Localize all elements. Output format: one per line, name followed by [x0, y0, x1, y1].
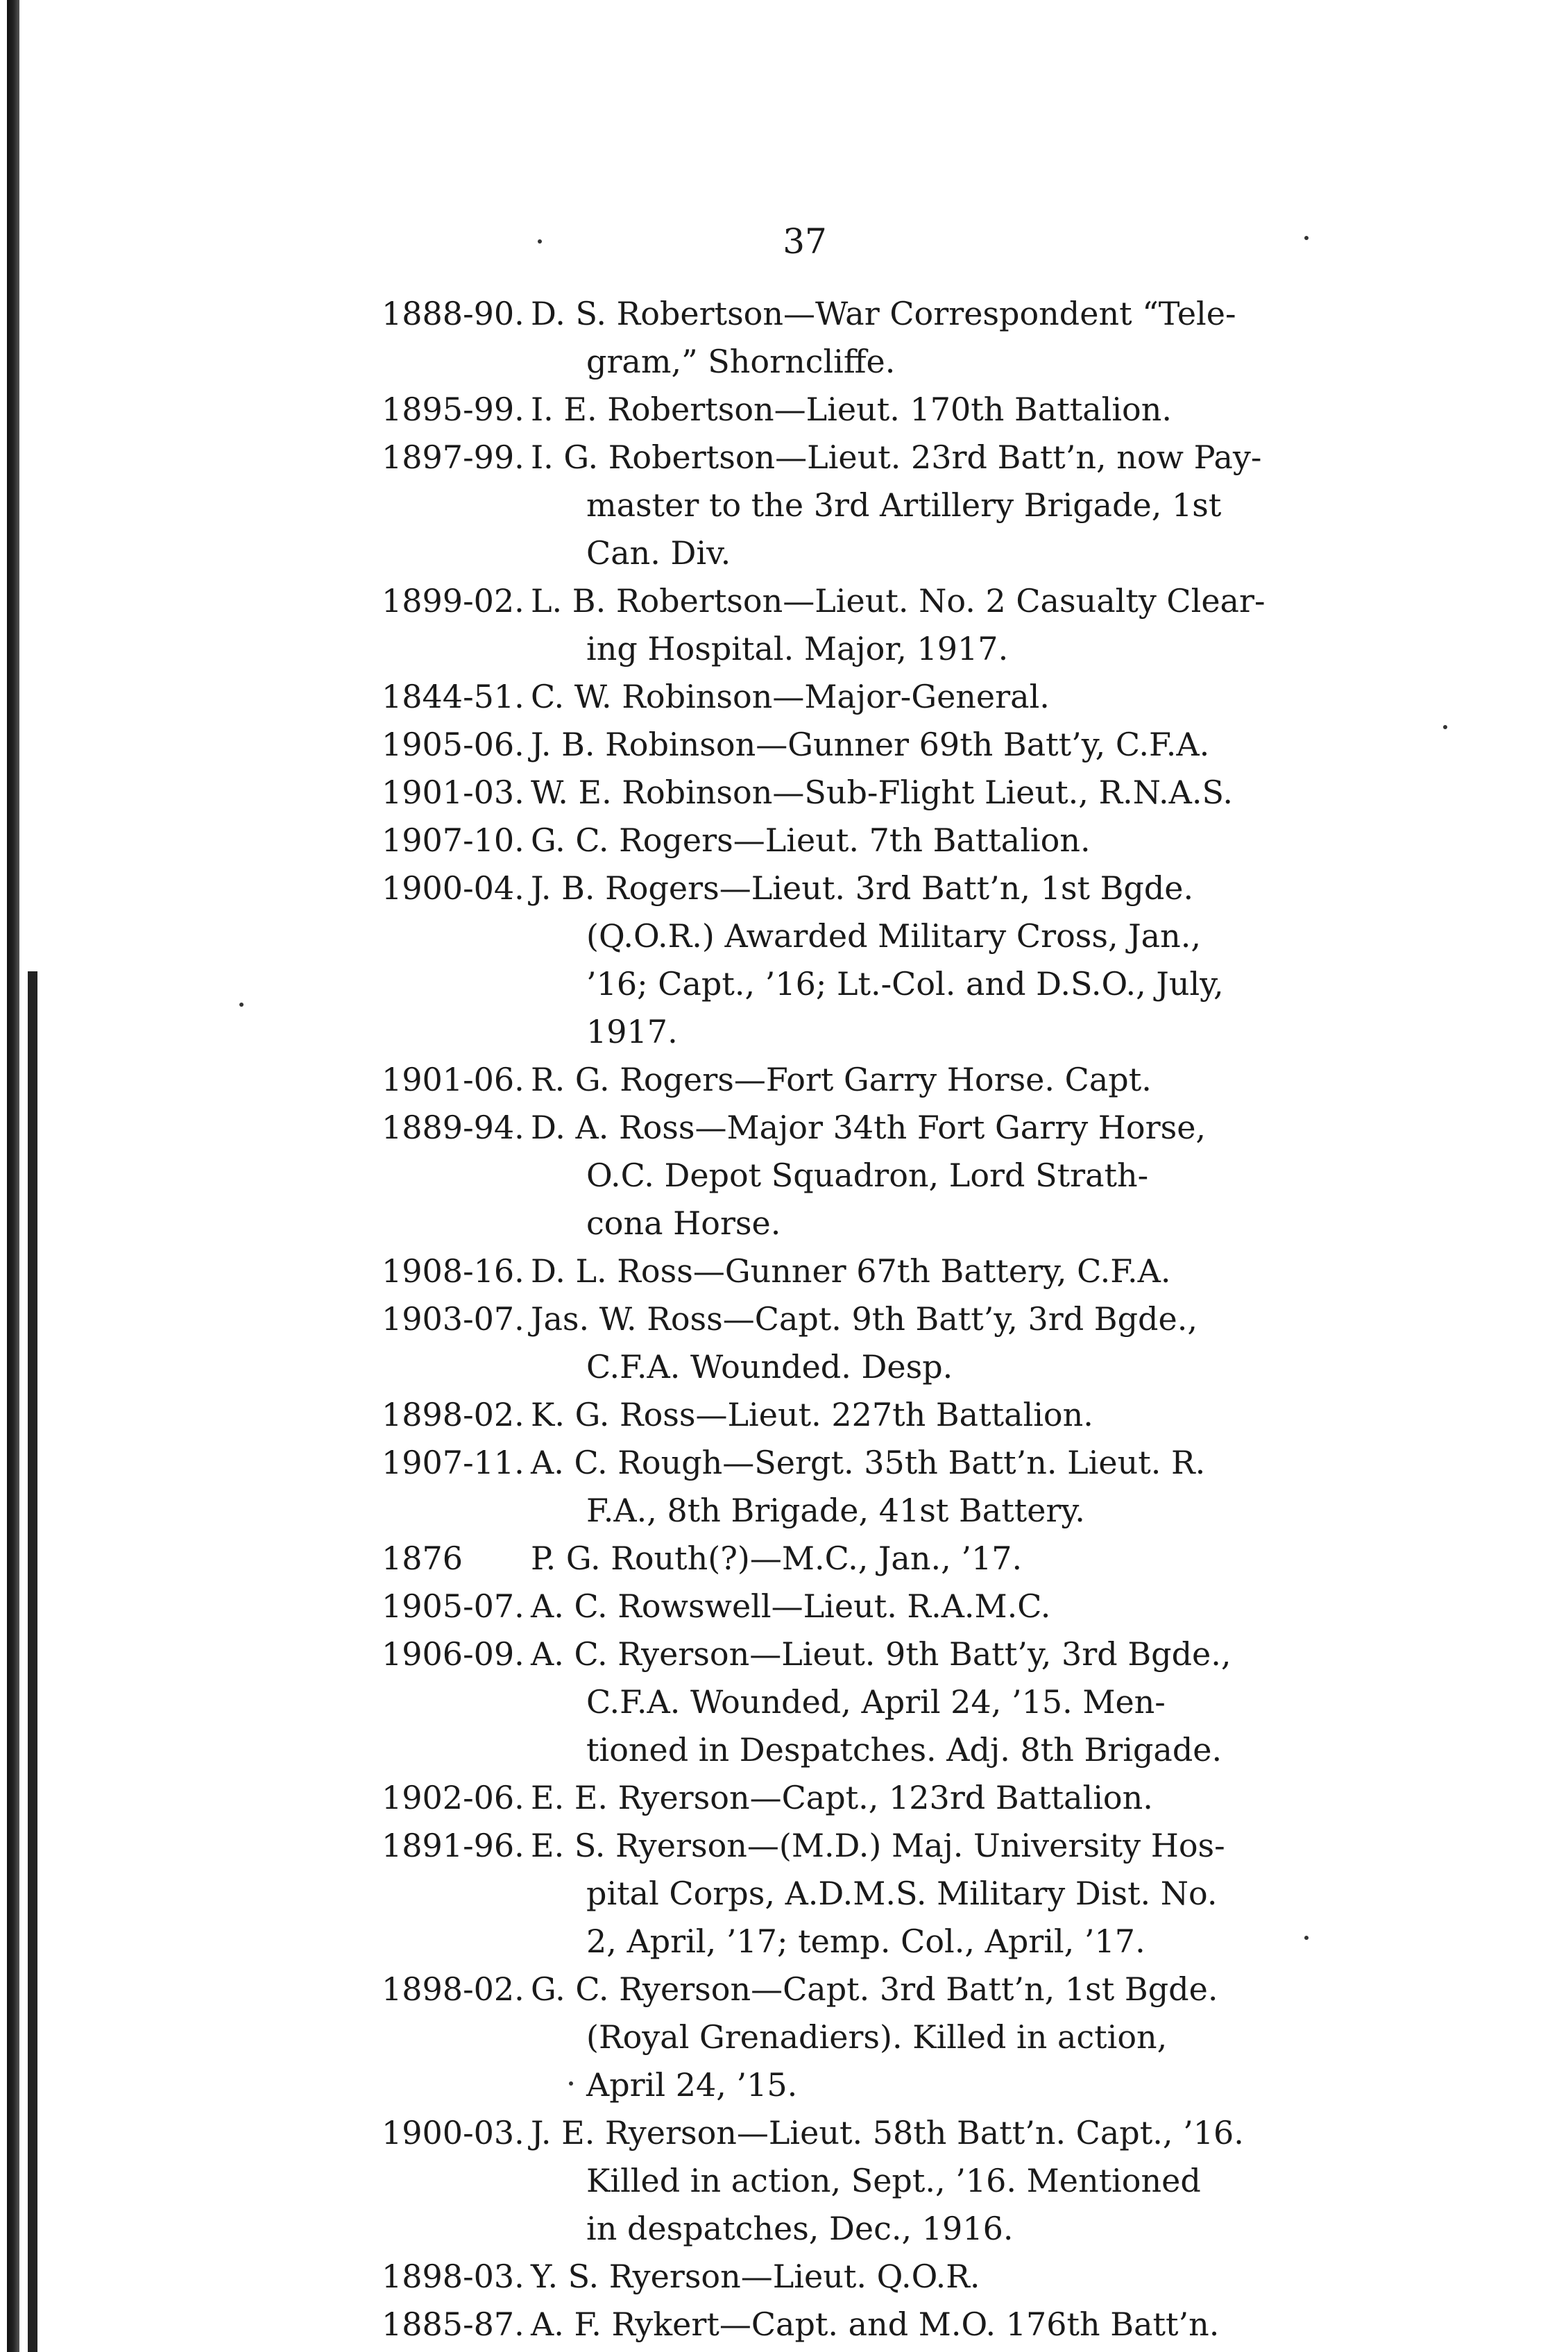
entry-line-first: D. S. Robertson—War Correspondent “Tele-: [531, 295, 1236, 332]
speck-mark: [1304, 1936, 1309, 1940]
entry-text: [531, 1104, 1297, 1247]
entry-line-first: I. G. Robertson—Lieut. 23rd Batt’n, now Pay-: [531, 438, 1262, 476]
entry-years: 1898-03.: [382, 2258, 525, 2295]
entry-years: 1903-07.: [382, 1300, 525, 1338]
entry-years: 1908-16.: [382, 1252, 525, 1290]
roll-entry: [382, 1966, 1297, 2109]
roll-entry: [382, 1583, 1297, 1630]
entry-text: [531, 290, 1297, 386]
page-binding-shadow: [28, 971, 37, 2352]
entry-line-first: Y. S. Ryerson—Lieut. Q.O.R.: [531, 2258, 980, 2295]
entry-text: [531, 2301, 1297, 2349]
page-binding-edge: [7, 0, 19, 2352]
entry-line-first: E. E. Ryerson—Capt., 123rd Battalion.: [531, 1779, 1153, 1816]
entry-text: [531, 2253, 1297, 2301]
entry-years: 1902-06.: [382, 1779, 525, 1816]
entry-text: [531, 673, 1297, 721]
entry-line-first: C. W. Robinson—Major-General.: [531, 678, 1050, 715]
entry-years: 1898-02.: [382, 1970, 525, 2008]
entry-text: [531, 1056, 1297, 1104]
entry-line-first: L. B. Robertson—Lieut. No. 2 Casualty Clear-: [531, 582, 1266, 620]
page-number: 37: [783, 221, 827, 262]
roll-entry: [382, 1822, 1297, 1966]
entry-years: 1885-87.: [382, 2306, 525, 2343]
roll-entry: [382, 1104, 1297, 1247]
entry-line-first: J. E. Ryerson—Lieut. 58th Batt’n. Capt., ’16.: [531, 2114, 1244, 2151]
speck-mark: [569, 2081, 573, 2086]
entry-text: [531, 2109, 1297, 2253]
entry-years: 1905-07.: [382, 1587, 525, 1625]
entry-line-first: Jas. W. Ross—Capt. 9th Batt’y, 3rd Bgde.,: [531, 1300, 1198, 1338]
entry-years: 1897-99.: [382, 438, 525, 476]
entry-text: [531, 721, 1297, 769]
entry-text: [531, 864, 1297, 1056]
entry-years: 1844-51.: [382, 678, 525, 715]
entry-text: [531, 577, 1297, 673]
entry-years: 1899-02.: [382, 582, 525, 620]
roll-entry: [382, 434, 1297, 577]
entry-line-first: R. G. Rogers—Fort Garry Horse. Capt.: [531, 1061, 1152, 1098]
entry-years: 1901-06.: [382, 1061, 525, 1098]
entry-line-continued: ing Hospital. Major, 1917.: [586, 630, 1009, 667]
roll-entry: [382, 1630, 1297, 1774]
roll-entry: [382, 290, 1297, 386]
entry-years: 1907-10.: [382, 821, 525, 859]
speck-mark: [1443, 725, 1447, 729]
roll-entry: [382, 386, 1297, 434]
entry-years: 1905-06.: [382, 726, 525, 763]
roll-entry: [382, 817, 1297, 864]
entry-text: [531, 434, 1297, 577]
entry-years: 1901-03.: [382, 774, 525, 811]
roll-entry: [382, 1439, 1297, 1535]
entry-line-first: D. L. Ross—Gunner 67th Battery, C.F.A.: [531, 1252, 1171, 1290]
entry-line-first: A. C. Ryerson—Lieut. 9th Batt’y, 3rd Bgde.,: [531, 1635, 1232, 1673]
entry-years: 1900-03.: [382, 2114, 525, 2151]
entry-line-first: G. C. Rogers—Lieut. 7th Battalion.: [531, 821, 1091, 859]
entry-text: [531, 1439, 1297, 1535]
entry-line-continued: ’16; Capt., ’16; Lt.-Col. and D.S.O., July,: [586, 965, 1224, 1003]
entry-line-first: W. E. Robinson—Sub-Flight Lieut., R.N.A.S.: [531, 774, 1233, 811]
entry-line-continued: 2, April, ’17; temp. Col., April, ’17.: [586, 1923, 1145, 1960]
entry-line-continued: pital Corps, A.D.M.S. Military Dist. No.: [586, 1875, 1218, 1912]
entry-text: [531, 1391, 1297, 1439]
roll-entry: [382, 2301, 1297, 2349]
entry-text: [531, 386, 1297, 434]
entry-line-first: A. F. Rykert—Capt. and M.O. 176th Batt’n.: [531, 2306, 1220, 2343]
entry-line-first: I. E. Robertson—Lieut. 170th Battalion.: [531, 391, 1172, 428]
entry-line-continued: C.F.A. Wounded. Desp.: [586, 1348, 953, 1386]
entry-line-continued: tioned in Despatches. Adj. 8th Brigade.: [586, 1731, 1222, 1769]
entry-line-continued: gram,” Shorncliffe.: [586, 343, 896, 380]
entry-text: [531, 1583, 1297, 1630]
entry-line-continued: in despatches, Dec., 1916.: [586, 2210, 1014, 2247]
entry-years: 1907-11.: [382, 1444, 525, 1481]
entry-text: [531, 1966, 1297, 2109]
entry-line-continued: (Q.O.R.) Awarded Military Cross, Jan.,: [586, 917, 1201, 955]
entry-text: [531, 1774, 1297, 1822]
entry-line-continued: (Royal Grenadiers). Killed in action,: [586, 2018, 1168, 2056]
entry-line-continued: April 24, ’15.: [586, 2066, 798, 2104]
entry-line-first: P. G. Routh(?)—M.C., Jan., ’17.: [531, 1540, 1023, 1577]
roll-entry: [382, 2253, 1297, 2301]
roll-entry: [382, 673, 1297, 721]
entry-years: 1891-96.: [382, 1827, 525, 1864]
entry-line-first: D. A. Ross—Major 34th Fort Garry Horse,: [531, 1109, 1207, 1146]
entry-years: 1876: [382, 1540, 463, 1577]
roll-entries: [382, 290, 1297, 2349]
roll-entry: [382, 864, 1297, 1056]
entry-years: 1900-04.: [382, 869, 525, 907]
entry-text: [531, 1295, 1297, 1391]
roll-entry: [382, 1774, 1297, 1822]
entry-line-first: K. G. Ross—Lieut. 227th Battalion.: [531, 1396, 1093, 1433]
entry-line-first: A. C. Rough—Sergt. 35th Batt’n. Lieut. R.: [531, 1444, 1206, 1481]
entry-line-first: G. C. Ryerson—Capt. 3rd Batt’n, 1st Bgde.: [531, 1970, 1218, 2008]
speck-mark: [538, 239, 542, 244]
entry-line-first: J. B. Robinson—Gunner 69th Batt’y, C.F.A.: [531, 726, 1210, 763]
entry-line-continued: Killed in action, Sept., ’16. Mentioned: [586, 2162, 1201, 2199]
entry-line-first: J. B. Rogers—Lieut. 3rd Batt’n, 1st Bgde.: [531, 869, 1194, 907]
entry-line-first: E. S. Ryerson—(M.D.) Maj. University Hos-: [531, 1827, 1225, 1864]
entry-text: [531, 769, 1297, 817]
speck-mark: [1304, 236, 1309, 240]
roll-entry: [382, 1391, 1297, 1439]
entry-line-continued: cona Horse.: [586, 1204, 781, 1242]
entry-text: [531, 1822, 1297, 1966]
entry-line-continued: master to the 3rd Artillery Brigade, 1st: [586, 486, 1222, 524]
roll-entry: [382, 1056, 1297, 1104]
roll-entry: [382, 1247, 1297, 1295]
speck-mark: [239, 1003, 244, 1007]
entry-line-continued: C.F.A. Wounded, April 24, ’15. Men-: [586, 1683, 1166, 1721]
entry-years: 1889-94.: [382, 1109, 525, 1146]
entry-text: [531, 1247, 1297, 1295]
entry-line-continued: F.A., 8th Brigade, 41st Battery.: [586, 1492, 1085, 1529]
entry-text: [531, 1535, 1297, 1583]
entry-line-continued: 1917.: [586, 1013, 678, 1050]
entry-line-continued: Can. Div.: [586, 534, 731, 572]
entry-line-continued: O.C. Depot Squadron, Lord Strath-: [586, 1157, 1149, 1194]
entry-text: [531, 1630, 1297, 1774]
roll-entry: [382, 769, 1297, 817]
roll-entry: [382, 577, 1297, 673]
roll-entry: [382, 1295, 1297, 1391]
roll-entry: [382, 2109, 1297, 2253]
entry-text: [531, 817, 1297, 864]
entry-years: 1906-09.: [382, 1635, 525, 1673]
roll-entry: [382, 1535, 1297, 1583]
entry-years: 1895-99.: [382, 391, 525, 428]
entry-line-first: A. C. Rowswell—Lieut. R.A.M.C.: [531, 1587, 1051, 1625]
entry-years: 1898-02.: [382, 1396, 525, 1433]
roll-entry: [382, 721, 1297, 769]
entry-years: 1888-90.: [382, 295, 525, 332]
